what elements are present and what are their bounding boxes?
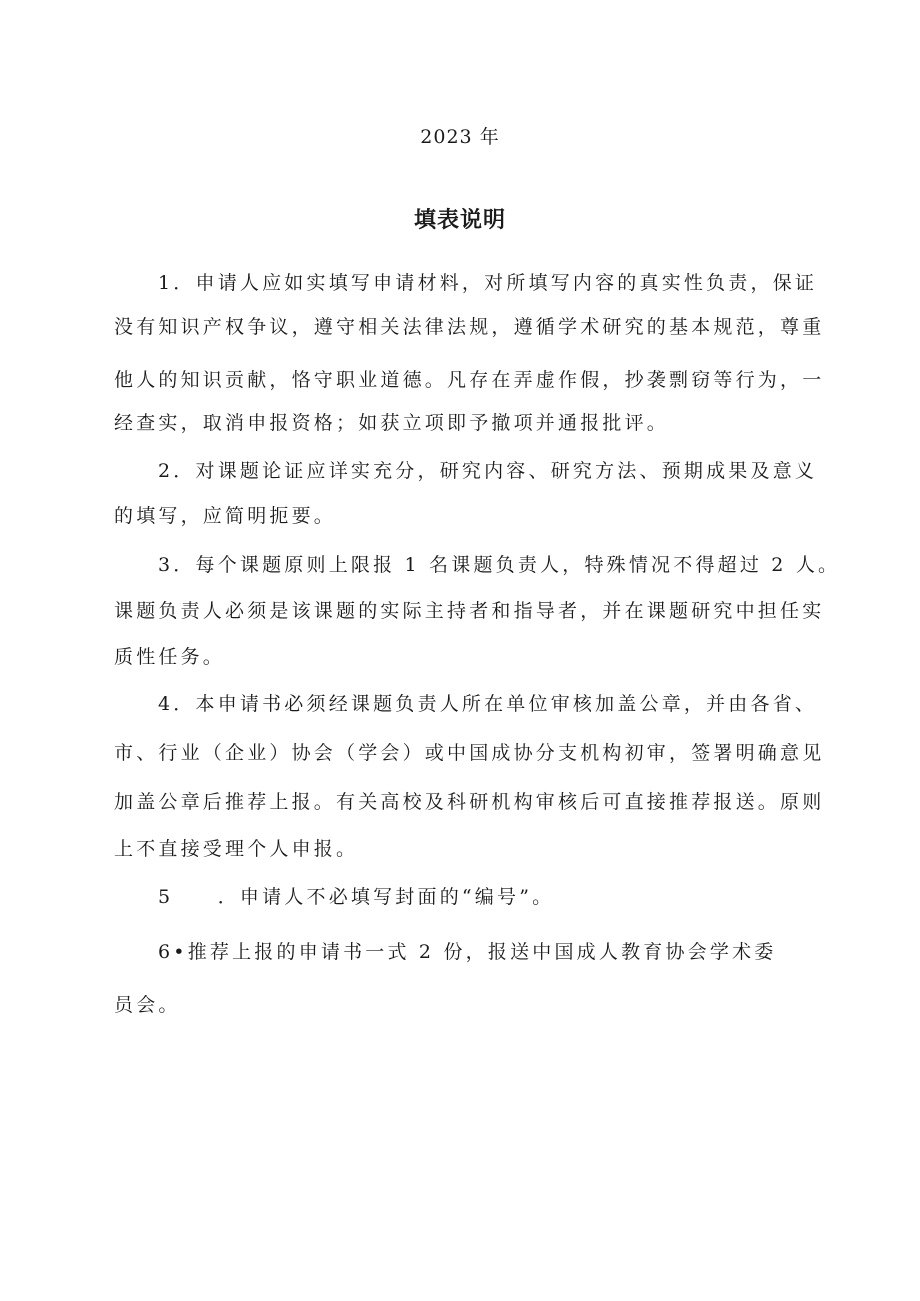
instruction-line: 没有知识产权争议，遵守相关法律法规，遵循学术研究的基本规范，尊重 [114, 316, 825, 338]
document-year: 2023 年 [420, 126, 500, 148]
instruction-line: 课题负责人必须是该课题的实际主持者和指导者，并在课题研究中担任实 [114, 600, 825, 622]
instruction-line: 6•推荐上报的申请书一式 2 份，报送中国成人教育协会学术委 [158, 941, 777, 963]
instruction-line: 1．申请人应如实填写申请材料，对所填写内容的真实性负责，保证 [158, 272, 818, 294]
instruction-line: 他人的知识贡献，恪守职业道德。凡存在弄虚作假，抄袭剽窃等行为，一 [114, 369, 825, 391]
instruction-line: 5 ．申请人不必填写封面的“编号”。 [158, 886, 555, 908]
instruction-line: 质性任务。 [114, 646, 226, 668]
document-title: 填表说明 [413, 208, 506, 233]
instruction-line: 的填写，应简明扼要。 [114, 505, 337, 527]
instruction-line: 市、行业（企业）协会（学会）或中国成协分支机构初审，签署明确意见 [114, 742, 825, 764]
instruction-line: 员会。 [114, 994, 181, 1016]
instruction-line: 经查实，取消申报资格；如获立项即予撤项并通报批评。 [114, 412, 670, 434]
instruction-line: 3．每个课题原则上限报 1 名课题负责人，特殊情况不得超过 2 人。 [158, 554, 841, 576]
instruction-line: 上不直接受理个人申报。 [114, 838, 359, 860]
instruction-line: 4．本申请书必须经课题负责人所在单位审核加盖公章，并由各省、 [158, 693, 818, 715]
instruction-line: 加盖公章后推荐上报。有关高校及科研机构审核后可直接推荐报送。原则 [114, 791, 825, 813]
instruction-line: 2．对课题论证应详实充分，研究内容、研究方法、预期成果及意义 [158, 460, 818, 482]
